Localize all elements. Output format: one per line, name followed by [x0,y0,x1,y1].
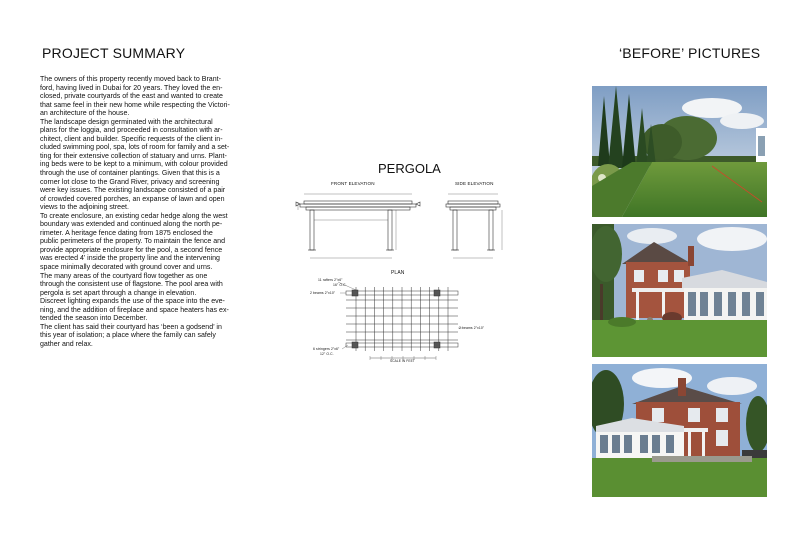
summary-line: ing beds were to be kept to a minimum, with colour provided [40,161,228,169]
plan-drawing [338,282,462,360]
rafters-spacing-note: 16" O.C. [333,283,347,287]
summary-line: The landscape design germinated with the architectural [40,118,213,126]
rafters-note: 11 rafters 2"x6" [318,278,343,282]
summary-line: were key issues. The existing landscape consisted of a pair [40,187,226,195]
summary-line: chitect, client and builder. Specific requests of the client in- [40,135,223,143]
beams-left-note: 2 beams 2"x10" [310,291,336,295]
before-photo-house-sunroom [592,364,767,497]
project-summary-heading: PROJECT SUMMARY [42,45,186,61]
summary-line: this year of isolation; a place where the family can safely [40,332,216,340]
summary-line: space minimally decorated with ground cover and urns. [40,264,213,272]
summary-line: was erected 4’ inside the property line and the intervening [40,255,220,263]
plan-label: PLAN [391,270,405,276]
summary-line: of crowded covered porches, an expanse of lawn and open [40,195,225,203]
summary-line: that same feel in their new home while respecting the Victori- [40,101,230,109]
summary-line: The many areas of the courtyard flow together as one [40,272,208,280]
summary-line: an architecture of the house. [40,110,130,118]
summary-line: ning, and the addition of fireplace and space heaters has ex- [40,306,229,314]
side-elevation-drawing [446,194,502,258]
summary-line: rimeter. A heritage fence dating from 1875 enclosed the [40,229,213,237]
beams-right-note: 2 beams 2"x10" [459,326,485,330]
pergola-drawings [290,180,520,370]
stringers-note: 6 stringers 2"x6" [313,347,340,351]
summary-line: pergola is set apart through a change in elevation. [40,289,197,297]
project-summary-text [40,76,272,350]
stringers-spacing-note: 12" O.C. [320,352,334,356]
summary-line: through the use of container plantings. Given that this is a [40,170,220,178]
side-elevation-label: SIDE ELEVATION [455,181,494,186]
summary-line: plans for the loggia, and proceeded in consultation with ar- [40,127,223,135]
summary-line: To create enclosure, an existing cedar hedge along the west [40,212,228,220]
summary-line: corner lot close to the Grand River, privacy and screening [40,178,220,186]
summary-line: provide appropriate enclosure for the pool, a second fence [40,246,223,254]
before-pictures-heading: ‘BEFORE’ PICTURES [619,45,761,61]
summary-line: The owners of this property recently moved back to Brant- [40,76,221,83]
scale-label: SCALE IN FEET [390,359,415,363]
pergola-title: PERGOLA [378,161,441,176]
summary-line: ford, having lived in Dubai for 20 years. They loved the en- [40,84,223,92]
summary-line: Discreet lighting expands the use of the space into the eve- [40,298,225,306]
summary-line: The client has said their courtyard has ‘been a godsend’ in [40,323,222,331]
summary-line: cluded swimming pool, spa, lots of room for family and a set- [40,144,230,152]
before-photo-house-rear [592,224,767,357]
front-elevation-drawing [296,194,420,258]
front-elevation-label: FRONT ELEVATION [331,181,375,186]
before-photo-backyard [592,86,767,217]
summary-line: views to the adjoining street. [40,204,129,212]
summary-line: public perimeters of the property. To maintain the fence and [40,238,226,246]
summary-line: closed, private courtyards of the east and wanted to create [40,93,223,101]
summary-line: gather and relax. [40,340,93,348]
summary-line: ting for their extensive collection of statuary and urns. Plant- [40,152,227,160]
summary-line: boundary was extended and continued along the north pe- [40,221,223,229]
summary-line: through the consistent use of flagstone. The pool area with [40,281,223,289]
summary-line: tended the season into December. [40,315,148,323]
